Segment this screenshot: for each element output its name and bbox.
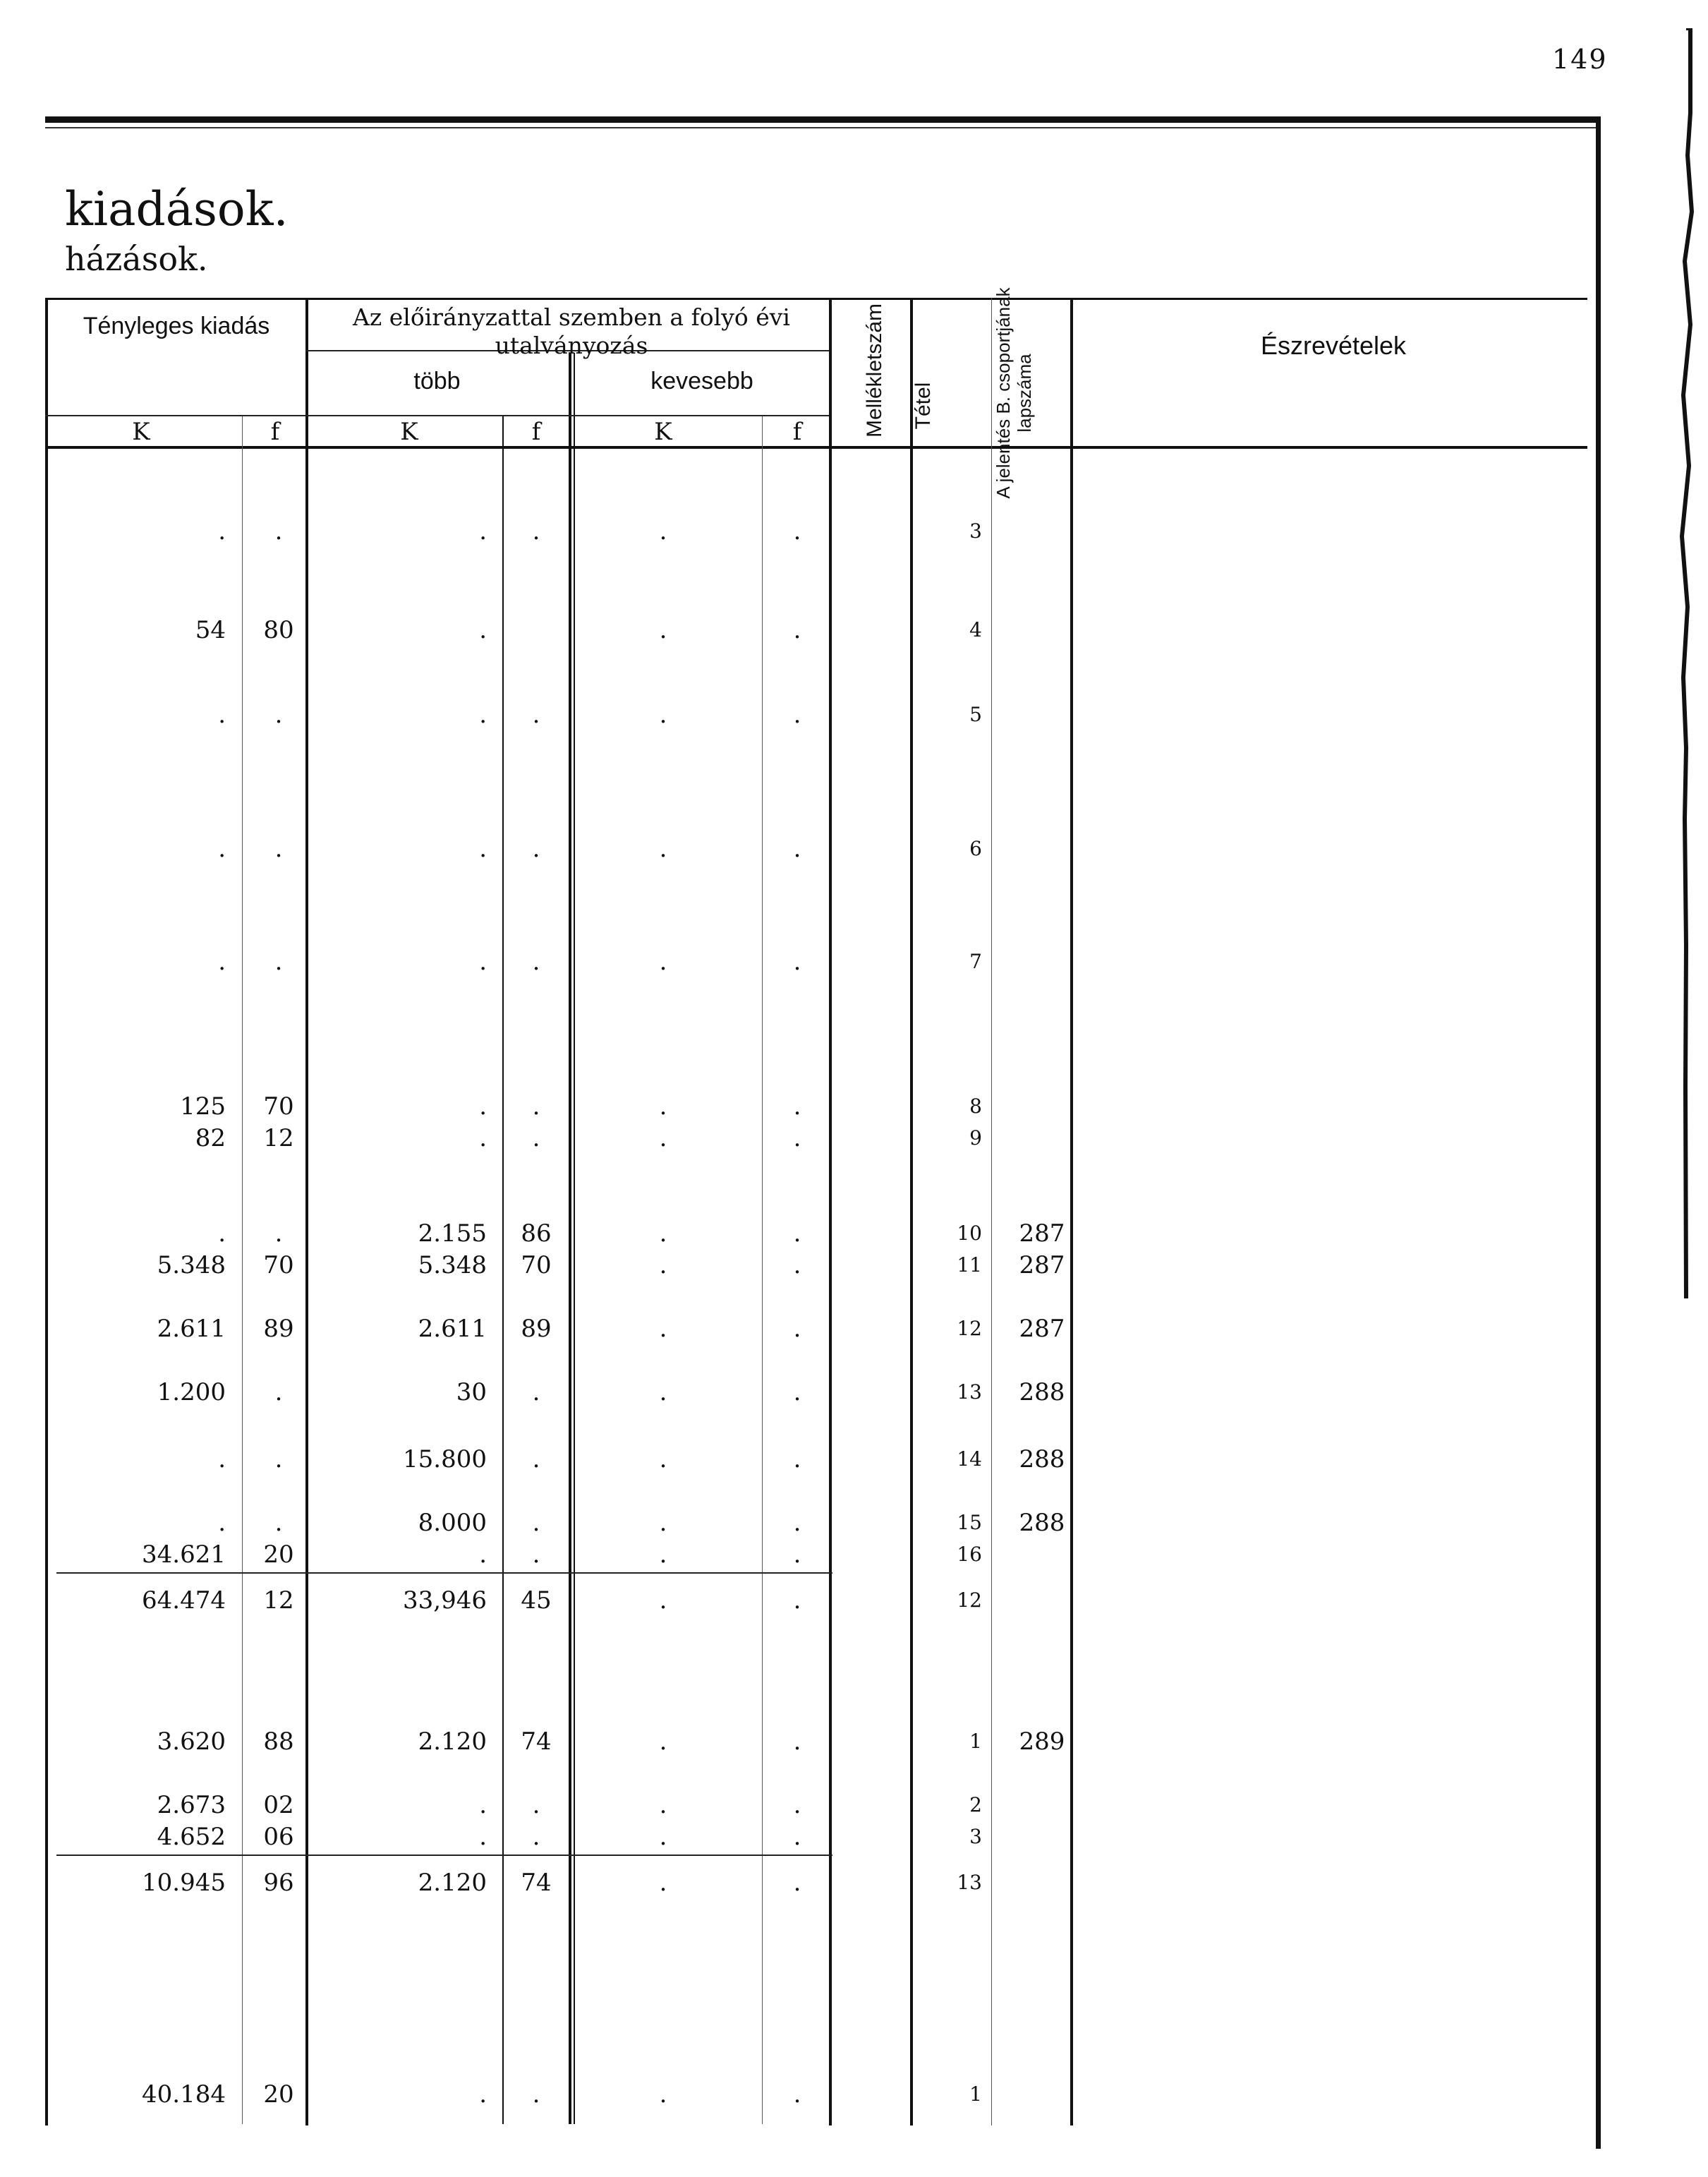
cell-kevesebb-k: . [659,1445,667,1473]
cell-tobb-k: . [479,701,487,729]
cell-k: 4.652 [157,1823,226,1851]
cell-tobb-k: . [479,1092,487,1121]
header-tetel: Tétel [911,382,935,430]
cell-k: 125 [180,1092,226,1121]
cell-tobb-k: . [479,616,487,644]
cell-f: 89 [263,1315,294,1343]
cell-f: 70 [263,1251,294,1279]
cell-kevesebb-f: . [793,616,801,644]
cell-k: 40.184 [142,2080,226,2109]
page-subheading: házások. [65,240,208,278]
cell-tobb-f: . [532,1540,540,1569]
cell-tobb-k: 5.348 [418,1251,487,1279]
cell-tobb-f: 45 [521,1586,552,1615]
cell-kevesebb-f: . [793,1791,801,1819]
cell-tetel: 5 [969,703,982,726]
cell-lapszam: 288 [1019,1378,1065,1406]
table-row [0,1507,1708,1539]
header-kevesebb: kevesebb [650,368,753,394]
header-melleklet: Mellékletszám [863,303,886,438]
cell-f: 20 [263,1540,294,1569]
cell-kevesebb-k: . [659,1315,667,1343]
table-row [0,614,1708,646]
cell-kevesebb-f: . [793,1586,801,1615]
cell-tobb-k: 15.800 [403,1445,487,1473]
cell-kevesebb-f: . [793,1219,801,1248]
cell-kevesebb-f: . [793,517,801,545]
cell-tetel: 1 [969,2082,982,2106]
table-row [0,1376,1708,1409]
cell-f: 20 [263,2080,294,2109]
cell-k: . [218,1445,226,1473]
table-row [0,1584,1708,1617]
cell-kevesebb-f: . [793,1445,801,1473]
total-line [56,1855,832,1856]
cell-tobb-f: 89 [521,1315,552,1343]
cell-tobb-k: . [479,517,487,545]
cell-kevesebb-f: . [793,1092,801,1121]
cell-tobb-k: . [479,948,487,976]
cell-f: . [274,701,283,729]
cell-tobb-k: 2.120 [418,1869,487,1897]
cell-kevesebb-f: . [793,1540,801,1569]
cell-lapszam: 288 [1019,1445,1065,1473]
table-row [0,946,1708,978]
cell-tetel: 8 [969,1094,982,1118]
cell-kevesebb-f: . [793,2080,801,2109]
total-line [56,1572,832,1574]
cell-tobb-k: . [479,1791,487,1819]
cell-tetel: 15 [957,1511,982,1534]
cell-tobb-f: . [532,517,540,545]
cell-k: 34.621 [142,1540,226,1569]
cell-tobb-f: 86 [521,1219,552,1248]
cell-f: 12 [263,1124,294,1152]
cell-tobb-f: . [532,1092,540,1121]
cell-tobb-f: . [532,701,540,729]
table-row [0,1122,1708,1154]
table-row [0,2078,1708,2111]
cell-kevesebb-f: . [793,1727,801,1756]
table-row [0,1090,1708,1123]
cell-tetel: 1 [969,1730,982,1753]
table-row [0,1249,1708,1282]
header-eszrevetelek: Észrevételek [1260,331,1407,360]
cell-f: . [274,1445,283,1473]
cell-tobb-f: . [532,1445,540,1473]
cell-tetel: 16 [957,1543,982,1566]
header-k-3: K [654,418,672,446]
cell-tobb-k: . [479,1540,487,1569]
cell-kevesebb-k: . [659,1124,667,1152]
cell-tobb-k: . [479,1124,487,1152]
cell-f: 96 [263,1869,294,1897]
cell-f: . [274,948,283,976]
cell-f: 88 [263,1727,294,1756]
cell-kevesebb-k: . [659,1509,667,1537]
cell-tobb-f: 70 [521,1251,552,1279]
page-heading: kiadások. [65,182,289,236]
header-tenyleges: Tényleges kiadás [83,313,270,339]
cell-tobb-f: . [532,1124,540,1152]
cell-kevesebb-f: . [793,1315,801,1343]
cell-lapszam: 289 [1019,1727,1065,1756]
cell-k: . [218,1509,226,1537]
cell-k: 64.474 [142,1586,226,1615]
cell-k: 82 [195,1124,226,1152]
cell-tobb-f: . [532,948,540,976]
cell-kevesebb-k: . [659,1251,667,1279]
cell-f: . [274,1509,283,1537]
cell-kevesebb-f: . [793,948,801,976]
cell-tobb-k: . [479,2080,487,2109]
cell-tetel: 3 [969,519,982,543]
table-row [0,1725,1708,1758]
table-row [0,833,1708,865]
cell-tobb-f: . [532,1509,540,1537]
cell-tobb-k: 2.155 [418,1219,487,1248]
cell-k: 3.620 [157,1727,226,1756]
cell-f: 70 [263,1092,294,1121]
cell-kevesebb-f: . [793,701,801,729]
cell-f: . [274,1378,283,1406]
cell-tetel: 12 [957,1317,982,1340]
header-eloiranyzat: Az előirányzattal szemben a folyó évi utalványozás [353,303,790,359]
header-f-1: f [270,418,280,446]
table-row [0,515,1708,548]
table-row [0,1217,1708,1250]
cell-f: . [274,517,283,545]
cell-kevesebb-k: . [659,1727,667,1756]
top-rule [45,116,1601,123]
cell-k: 1.200 [157,1378,226,1406]
cell-tetel: 3 [969,1825,982,1848]
cell-k: 2.673 [157,1791,226,1819]
cell-tobb-f: . [532,1791,540,1819]
cell-kevesebb-k: . [659,2080,667,2109]
cell-tobb-f: . [532,1823,540,1851]
cell-tobb-f: . [532,835,540,863]
cell-kevesebb-f: . [793,1378,801,1406]
cell-tobb-f: 74 [521,1727,552,1756]
cell-kevesebb-k: . [659,1092,667,1121]
cell-tetel: 14 [957,1447,982,1471]
page-number: 149 [1552,44,1608,75]
cell-lapszam: 287 [1019,1251,1065,1279]
cell-tetel: 13 [957,1871,982,1894]
cell-tetel: 12 [957,1588,982,1612]
cell-f: . [274,1219,283,1248]
cell-lapszam: 287 [1019,1315,1065,1343]
cell-kevesebb-k: . [659,1219,667,1248]
cell-tetel: 6 [969,837,982,860]
cell-kevesebb-k: . [659,517,667,545]
cell-tobb-k: . [479,1823,487,1851]
cell-tetel: 9 [969,1126,982,1150]
cell-kevesebb-k: . [659,1823,667,1851]
cell-k: . [218,948,226,976]
header-f-3: f [792,418,802,446]
cell-f: . [274,835,283,863]
cell-k: . [218,1219,226,1248]
side-mark [1678,28,1696,1440]
cell-kevesebb-f: . [793,1124,801,1152]
cell-kevesebb-k: . [659,1791,667,1819]
cell-tetel: 7 [969,950,982,973]
table-row [0,699,1708,731]
cell-kevesebb-k: . [659,616,667,644]
cell-kevesebb-k: . [659,948,667,976]
cell-tobb-k: 30 [456,1378,487,1406]
cell-kevesebb-k: . [659,1586,667,1615]
table-row [0,1538,1708,1571]
table-row [0,1821,1708,1853]
header-jelentes: A jelentés B. csoportjának lapszáma [993,287,1035,499]
cell-lapszam: 288 [1019,1509,1065,1537]
cell-tobb-f: . [532,2080,540,2109]
top-rule-thin [45,127,1601,128]
cell-k: 2.611 [157,1315,226,1343]
cell-k: 5.348 [157,1251,226,1279]
cell-tobb-k: 33,946 [403,1586,487,1615]
cell-tetel: 13 [957,1380,982,1404]
cell-tobb-k: 2.120 [418,1727,487,1756]
cell-tetel: 11 [957,1253,982,1277]
cell-f: 80 [263,616,294,644]
cell-tetel: 4 [969,618,982,641]
cell-f: 12 [263,1586,294,1615]
cell-kevesebb-f: . [793,1251,801,1279]
cell-k: . [218,835,226,863]
cell-kevesebb-f: . [793,1869,801,1897]
cell-tobb-k: 2.611 [418,1315,487,1343]
header-k-2: K [400,418,418,446]
cell-tobb-k: . [479,835,487,863]
cell-k: 10.945 [142,1869,226,1897]
table-row [0,1443,1708,1476]
cell-kevesebb-f: . [793,835,801,863]
header-f-2: f [531,418,541,446]
table-row [0,1313,1708,1345]
cell-k: . [218,701,226,729]
cell-lapszam: 287 [1019,1219,1065,1248]
table-row [0,1867,1708,1899]
cell-f: 02 [263,1791,294,1819]
header-k-1: K [132,418,150,446]
cell-kevesebb-k: . [659,835,667,863]
cell-kevesebb-k: . [659,1869,667,1897]
header-tobb: több [413,368,461,394]
cell-tobb-f: . [532,1378,540,1406]
table-row [0,1789,1708,1821]
cell-kevesebb-f: . [793,1823,801,1851]
cell-k: 54 [195,616,226,644]
cell-tobb-f: 74 [521,1869,552,1897]
cell-tetel: 10 [957,1222,982,1245]
cell-k: . [218,517,226,545]
cell-kevesebb-k: . [659,1378,667,1406]
cell-f: 06 [263,1823,294,1851]
cell-tetel: 2 [969,1793,982,1816]
cell-kevesebb-k: . [659,1540,667,1569]
cell-tobb-k: 8.000 [418,1509,487,1537]
cell-kevesebb-f: . [793,1509,801,1537]
cell-kevesebb-k: . [659,701,667,729]
